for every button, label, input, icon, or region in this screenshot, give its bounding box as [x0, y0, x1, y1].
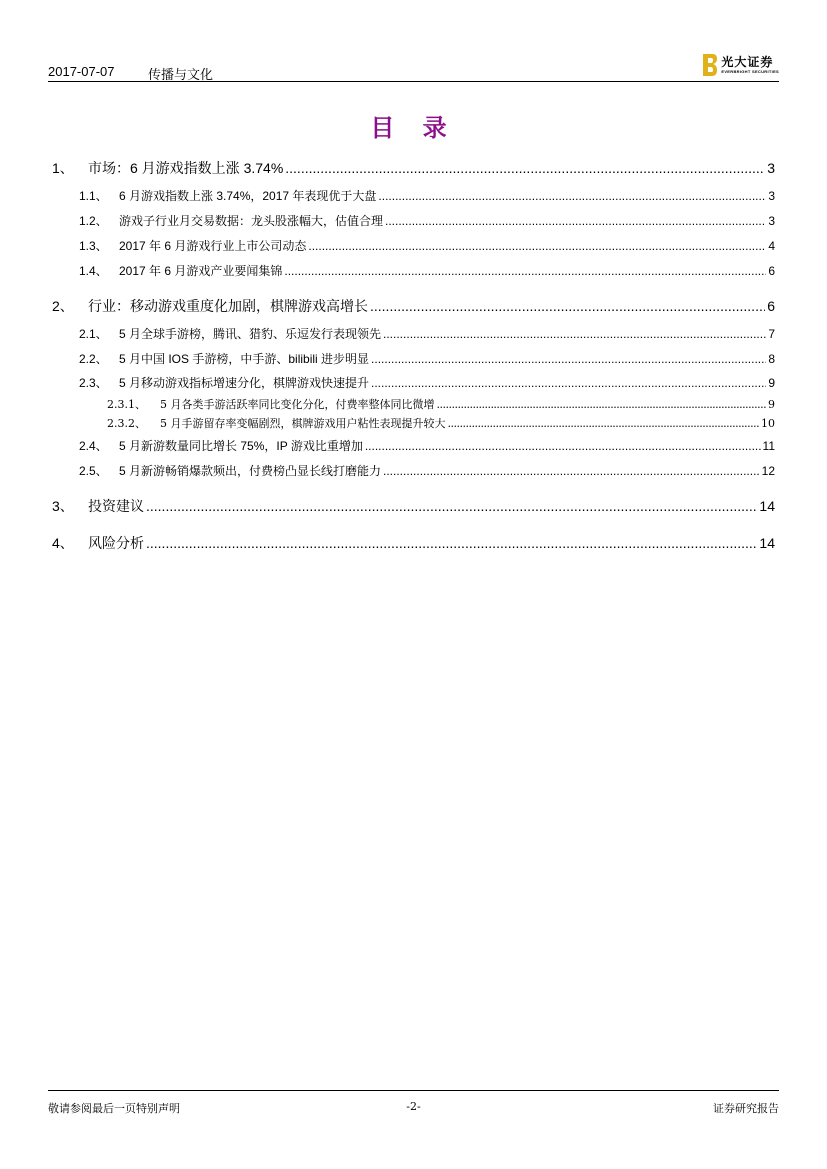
- toc-entry-number: 2.1、: [79, 327, 108, 341]
- toc-leader-dots: [146, 535, 757, 551]
- logo-name-cn: 光大证券: [721, 55, 774, 69]
- toc-leader-dots: [378, 189, 766, 203]
- toc-entry-text: 5 月移动游戏指标增速分化，棋牌游戏快速提升: [119, 376, 370, 390]
- toc-entry[interactable]: [52, 187, 775, 204]
- header-divider: [48, 81, 779, 82]
- toc-entry-number: 1、: [52, 160, 74, 176]
- toc-entry[interactable]: [52, 212, 775, 229]
- toc-leader-dots: [448, 417, 760, 430]
- toc-entry-text: 2017 年 6 月游戏行业上市公司动态: [119, 239, 307, 253]
- footer-divider: [48, 1090, 779, 1091]
- toc-entry[interactable]: [52, 396, 775, 412]
- toc-entry-text: 5 月全球手游榜，腾讯、猎豹、乐逗发行表现领先: [119, 327, 382, 341]
- toc-entry-number: 2.3.1、: [107, 398, 146, 411]
- toc-entry[interactable]: [52, 437, 775, 454]
- report-type: 证券研究报告: [713, 1102, 779, 1115]
- toc-entry-number: 3、: [52, 498, 74, 514]
- toc-entry-text: 风险分析: [88, 535, 144, 551]
- toc-entry-text: 游戏子行业月交易数据：龙头股涨幅大，估值合理: [119, 214, 384, 228]
- toc-entry-page: 11: [762, 439, 775, 453]
- toc-leader-dots: [370, 298, 765, 314]
- toc-entry-number: 2.4、: [79, 439, 108, 453]
- toc-leader-dots: [146, 498, 757, 514]
- toc-entry-page: 8: [768, 352, 775, 366]
- toc-entry-number: 2.3、: [79, 376, 108, 390]
- toc-entry-text: 5 月新游数量同比增长 75%，IP 游戏比重增加: [119, 439, 363, 453]
- toc-entry[interactable]: [52, 296, 775, 316]
- toc-entry-number: 1.1、: [79, 189, 108, 203]
- toc-entry[interactable]: [52, 496, 775, 516]
- everbright-logo-icon: [703, 54, 717, 76]
- toc-leader-dots: [371, 376, 766, 390]
- toc-leader-dots: [284, 264, 766, 278]
- toc-entry[interactable]: [52, 350, 775, 367]
- toc-entry-text: 2017 年 6 月游戏产业要闻集锦: [119, 264, 283, 278]
- toc-title: 目 录: [370, 113, 457, 142]
- toc-entry-text: 5 月各类手游活跃率同比变化分化，付费率整体同比微增: [160, 398, 435, 411]
- toc-leader-dots: [285, 160, 765, 176]
- toc-entry-page: 14: [759, 498, 775, 514]
- toc-leader-dots: [365, 439, 761, 453]
- toc-entry[interactable]: [52, 158, 775, 178]
- toc-entry-page: 12: [761, 464, 775, 478]
- toc-entry-text: 6 月游戏指数上涨 3.74%，2017 年表现优于大盘: [119, 189, 377, 203]
- toc-entry-page: 3: [768, 214, 775, 228]
- toc-entry[interactable]: [52, 374, 775, 391]
- toc-entry[interactable]: [52, 325, 775, 342]
- toc-entry[interactable]: [52, 237, 775, 254]
- logo-name-en: EVERBRIGHT SECURITIES: [721, 69, 779, 74]
- toc-leader-dots: [383, 464, 760, 478]
- toc-entry-page: 6: [768, 264, 775, 278]
- toc-entry-page: 3: [768, 189, 775, 203]
- toc-leader-dots: [308, 239, 766, 253]
- toc-entry-text: 行业：移动游戏重度化加剧，棋牌游戏高增长: [88, 298, 368, 314]
- page-number: -2-: [406, 1100, 421, 1113]
- toc-entry-page: 9: [768, 398, 775, 411]
- page-header: [48, 52, 779, 82]
- toc-entry-number: 2.3.2、: [107, 417, 146, 430]
- disclaimer-note: 敬请参阅最后一页特别声明: [48, 1102, 180, 1115]
- toc-leader-dots: [437, 398, 767, 411]
- toc-entry[interactable]: [52, 462, 775, 479]
- toc-entry-number: 1.3、: [79, 239, 108, 253]
- toc-entry[interactable]: [52, 262, 775, 279]
- report-date: 2017-07-07: [48, 64, 115, 79]
- toc-entry-page: 10: [761, 417, 775, 430]
- toc-leader-dots: [383, 327, 766, 341]
- toc-entry-page: 6: [767, 298, 775, 314]
- toc-entry-page: 3: [767, 160, 775, 176]
- toc-entry-text: 5 月中国 IOS 手游榜，中手游、bilibili 进步明显: [119, 352, 370, 366]
- toc-entry[interactable]: [52, 415, 775, 431]
- toc-entry-number: 2.5、: [79, 464, 108, 478]
- toc-leader-dots: [371, 352, 766, 366]
- toc-entry[interactable]: [52, 533, 775, 553]
- toc-entry-text: 5 月新游畅销爆款频出，付费榜凸显长线打磨能力: [119, 464, 382, 478]
- toc-entry-text: 5 月手游留存率变幅剧烈，棋牌游戏用户粘性表现提升较大: [160, 417, 446, 430]
- toc-leader-dots: [385, 214, 766, 228]
- toc-entry-page: 7: [768, 327, 775, 341]
- toc-entry-page: 14: [759, 535, 775, 551]
- toc-entry-page: 4: [768, 239, 775, 253]
- toc-entry-text: 市场：6 月游戏指数上涨 3.74%: [88, 160, 284, 176]
- company-logo: [703, 52, 779, 78]
- toc-entry-number: 2、: [52, 298, 74, 314]
- toc-entry-number: 4、: [52, 535, 74, 551]
- report-sector: 传播与文化: [148, 67, 214, 82]
- toc-entry-number: 1.4、: [79, 264, 108, 278]
- page-footer: [48, 1090, 779, 1120]
- toc-entry-number: 1.2、: [79, 214, 108, 228]
- toc-entry-text: 投资建议: [88, 498, 144, 514]
- toc-entry-number: 2.2、: [79, 352, 108, 366]
- toc-entry-page: 9: [768, 376, 775, 390]
